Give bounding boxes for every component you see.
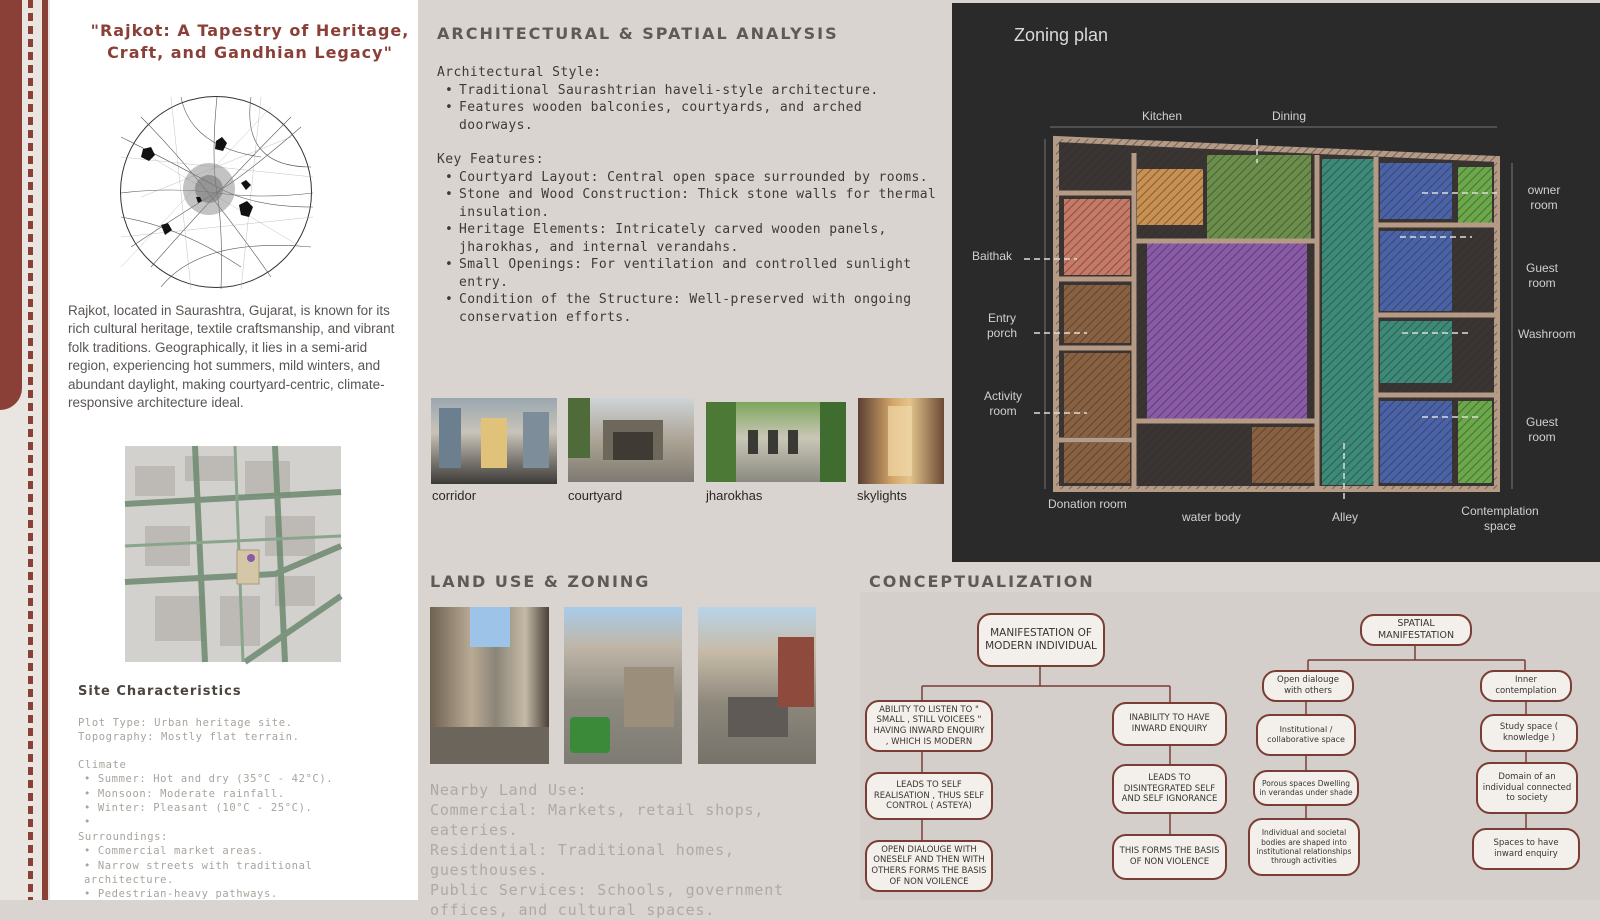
- zoning-plan-title: Zoning plan: [1014, 25, 1109, 45]
- arch-style-label: Architectural Style:: [437, 65, 602, 80]
- key-feature-item: • Courtyard Layout: Central open space surrounded by rooms.: [445, 169, 937, 187]
- concept-node: Open dialouge with others: [1262, 670, 1354, 702]
- label-donation-room: Donation room: [1048, 497, 1127, 511]
- arch-style-item: • Features wooden balconies, courtyards, and arched doorways.: [445, 99, 937, 134]
- land-use-title: LAND USE & ZONING: [430, 572, 651, 591]
- label-washroom: Washroom: [1518, 327, 1576, 341]
- label-baithak: Baithak: [972, 249, 1013, 263]
- nearby-commercial: Commercial: Markets, retail shops, eateries.: [430, 801, 765, 839]
- climate-label: Climate: [78, 758, 127, 771]
- concept-node: Porous spaces Dwelling in verandas under shade: [1253, 770, 1359, 806]
- concept-node: Individual and societal bodies are shaped into institutional relationships through activities: [1248, 818, 1360, 876]
- arch-style-item: • Traditional Saurashtrian haveli-style architecture.: [445, 82, 937, 100]
- concept-node: Study space ( knowledge ): [1480, 714, 1578, 752]
- topography: Topography: Mostly flat terrain.: [78, 731, 300, 744]
- label-kitchen: Kitchen: [1142, 109, 1183, 123]
- nearby-residential: Residential: Traditional homes, guesthouses.: [430, 841, 735, 879]
- site-characteristics-title: Site Characteristics: [78, 684, 242, 699]
- concept-node: LEADS TO DISINTEGRATED SELF AND SELF IGNORANCE: [1112, 764, 1227, 814]
- key-feature-item: • Small Openings: For ventilation and controlled sunlight entry.: [445, 256, 937, 291]
- label-water-body: water body: [1182, 510, 1241, 524]
- concept-node: INABILITY TO HAVE INWARD ENQUIRY: [1112, 702, 1227, 746]
- climate-item: • Summer: Hot and dry (35°C - 42°C).: [84, 772, 408, 786]
- conceptualization-title: CONCEPTUALIZATION: [869, 572, 1095, 591]
- label-owner-room: owner room: [1527, 183, 1561, 212]
- concept-node: Domain of an individual connected to society: [1476, 762, 1578, 814]
- concept-node: Inner contemplation: [1480, 670, 1572, 702]
- label-guest-room: Guest room: [1525, 261, 1558, 290]
- surroundings-item: • Narrow streets with traditional architecture.: [84, 859, 408, 888]
- key-feature-item: • Heritage Elements: Intricately carved wooden panels, jharokhas, and internal verandahs.: [445, 221, 937, 256]
- page-title: "Rajkot: A Tapestry of Heritage, Craft, and Gandhian Legacy": [90, 21, 410, 62]
- concept-node-root: MANIFESTATION OF MODERN INDIVIDUAL: [977, 613, 1105, 667]
- surroundings-label: Surroundings:: [78, 830, 168, 843]
- photo-caption: corridor: [432, 488, 477, 503]
- surroundings-item: • Commercial market areas.: [84, 844, 408, 858]
- nearby-label: Nearby Land Use:: [430, 781, 588, 799]
- label-guest-room: Guest room: [1525, 415, 1558, 444]
- label-activity-room: Activity room: [983, 389, 1022, 418]
- label-entry-porch: Entry porch: [986, 311, 1018, 340]
- concept-node: Spaces to have inward enquiry: [1472, 828, 1580, 870]
- concept-node: ABILITY TO LISTEN TO " SMALL , STILL VOICEES " HAVING INWARD ENQUIRY , WHICH IS MODERN: [865, 700, 993, 752]
- climate-item: • Monsoon: Moderate rainfall.: [84, 787, 408, 801]
- label-contemplation-space: Contemplation space: [1461, 504, 1539, 533]
- plot-type: Plot Type: Urban heritage site.: [78, 717, 293, 729]
- concept-node-root: SPATIAL MANIFESTATION: [1360, 614, 1472, 646]
- climate-item: • Winter: Pleasant (10°C - 25°C).: [84, 801, 408, 815]
- key-feature-item: • Stone and Wood Construction: Thick stone walls for thermal insulation.: [445, 186, 937, 221]
- label-alley: Alley: [1332, 510, 1359, 524]
- concept-node: THIS FORMS THE BASIS OF NON VIOLENCE: [1112, 834, 1227, 880]
- label-dining: Dining: [1272, 109, 1307, 123]
- concept-node: Institutional / collaborative space: [1256, 714, 1356, 756]
- key-features-label: Key Features:: [437, 152, 544, 167]
- key-feature-item: • Condition of the Structure: Well-preserved with ongoing conservation efforts.: [445, 291, 937, 326]
- intro-paragraph: Rajkot, located in Saurashtra, Gujarat, is known for its rich cultural heritage, textile craftsmanship, and vibrant folk traditions. Geographically, it lies in a semi-arid region, experiencing hot summers, mild winters, and abundant daylight, making courtyard-centric, climate-responsive architecture ideal.: [68, 303, 395, 411]
- arch-section-title: ARCHITECTURAL & SPATIAL ANALYSIS: [437, 24, 839, 43]
- photo-caption: courtyard: [568, 488, 623, 503]
- photo-caption: skylights: [857, 488, 907, 503]
- concept-node: LEADS TO SELF REALISATION , THUS SELF CONTROL ( ASTEYA): [865, 772, 993, 820]
- concept-node: OPEN DIALOUGE WITH ONESELF AND THEN WITH OTHERS FORMS THE BASIS OF NON VOILENCE: [865, 840, 993, 892]
- surroundings-item: • Pedestrian-heavy pathways.: [84, 887, 408, 901]
- nearby-public: Public Services: Schools, government offices, and cultural spaces.: [430, 881, 784, 919]
- photo-caption: jharokhas: [706, 488, 763, 503]
